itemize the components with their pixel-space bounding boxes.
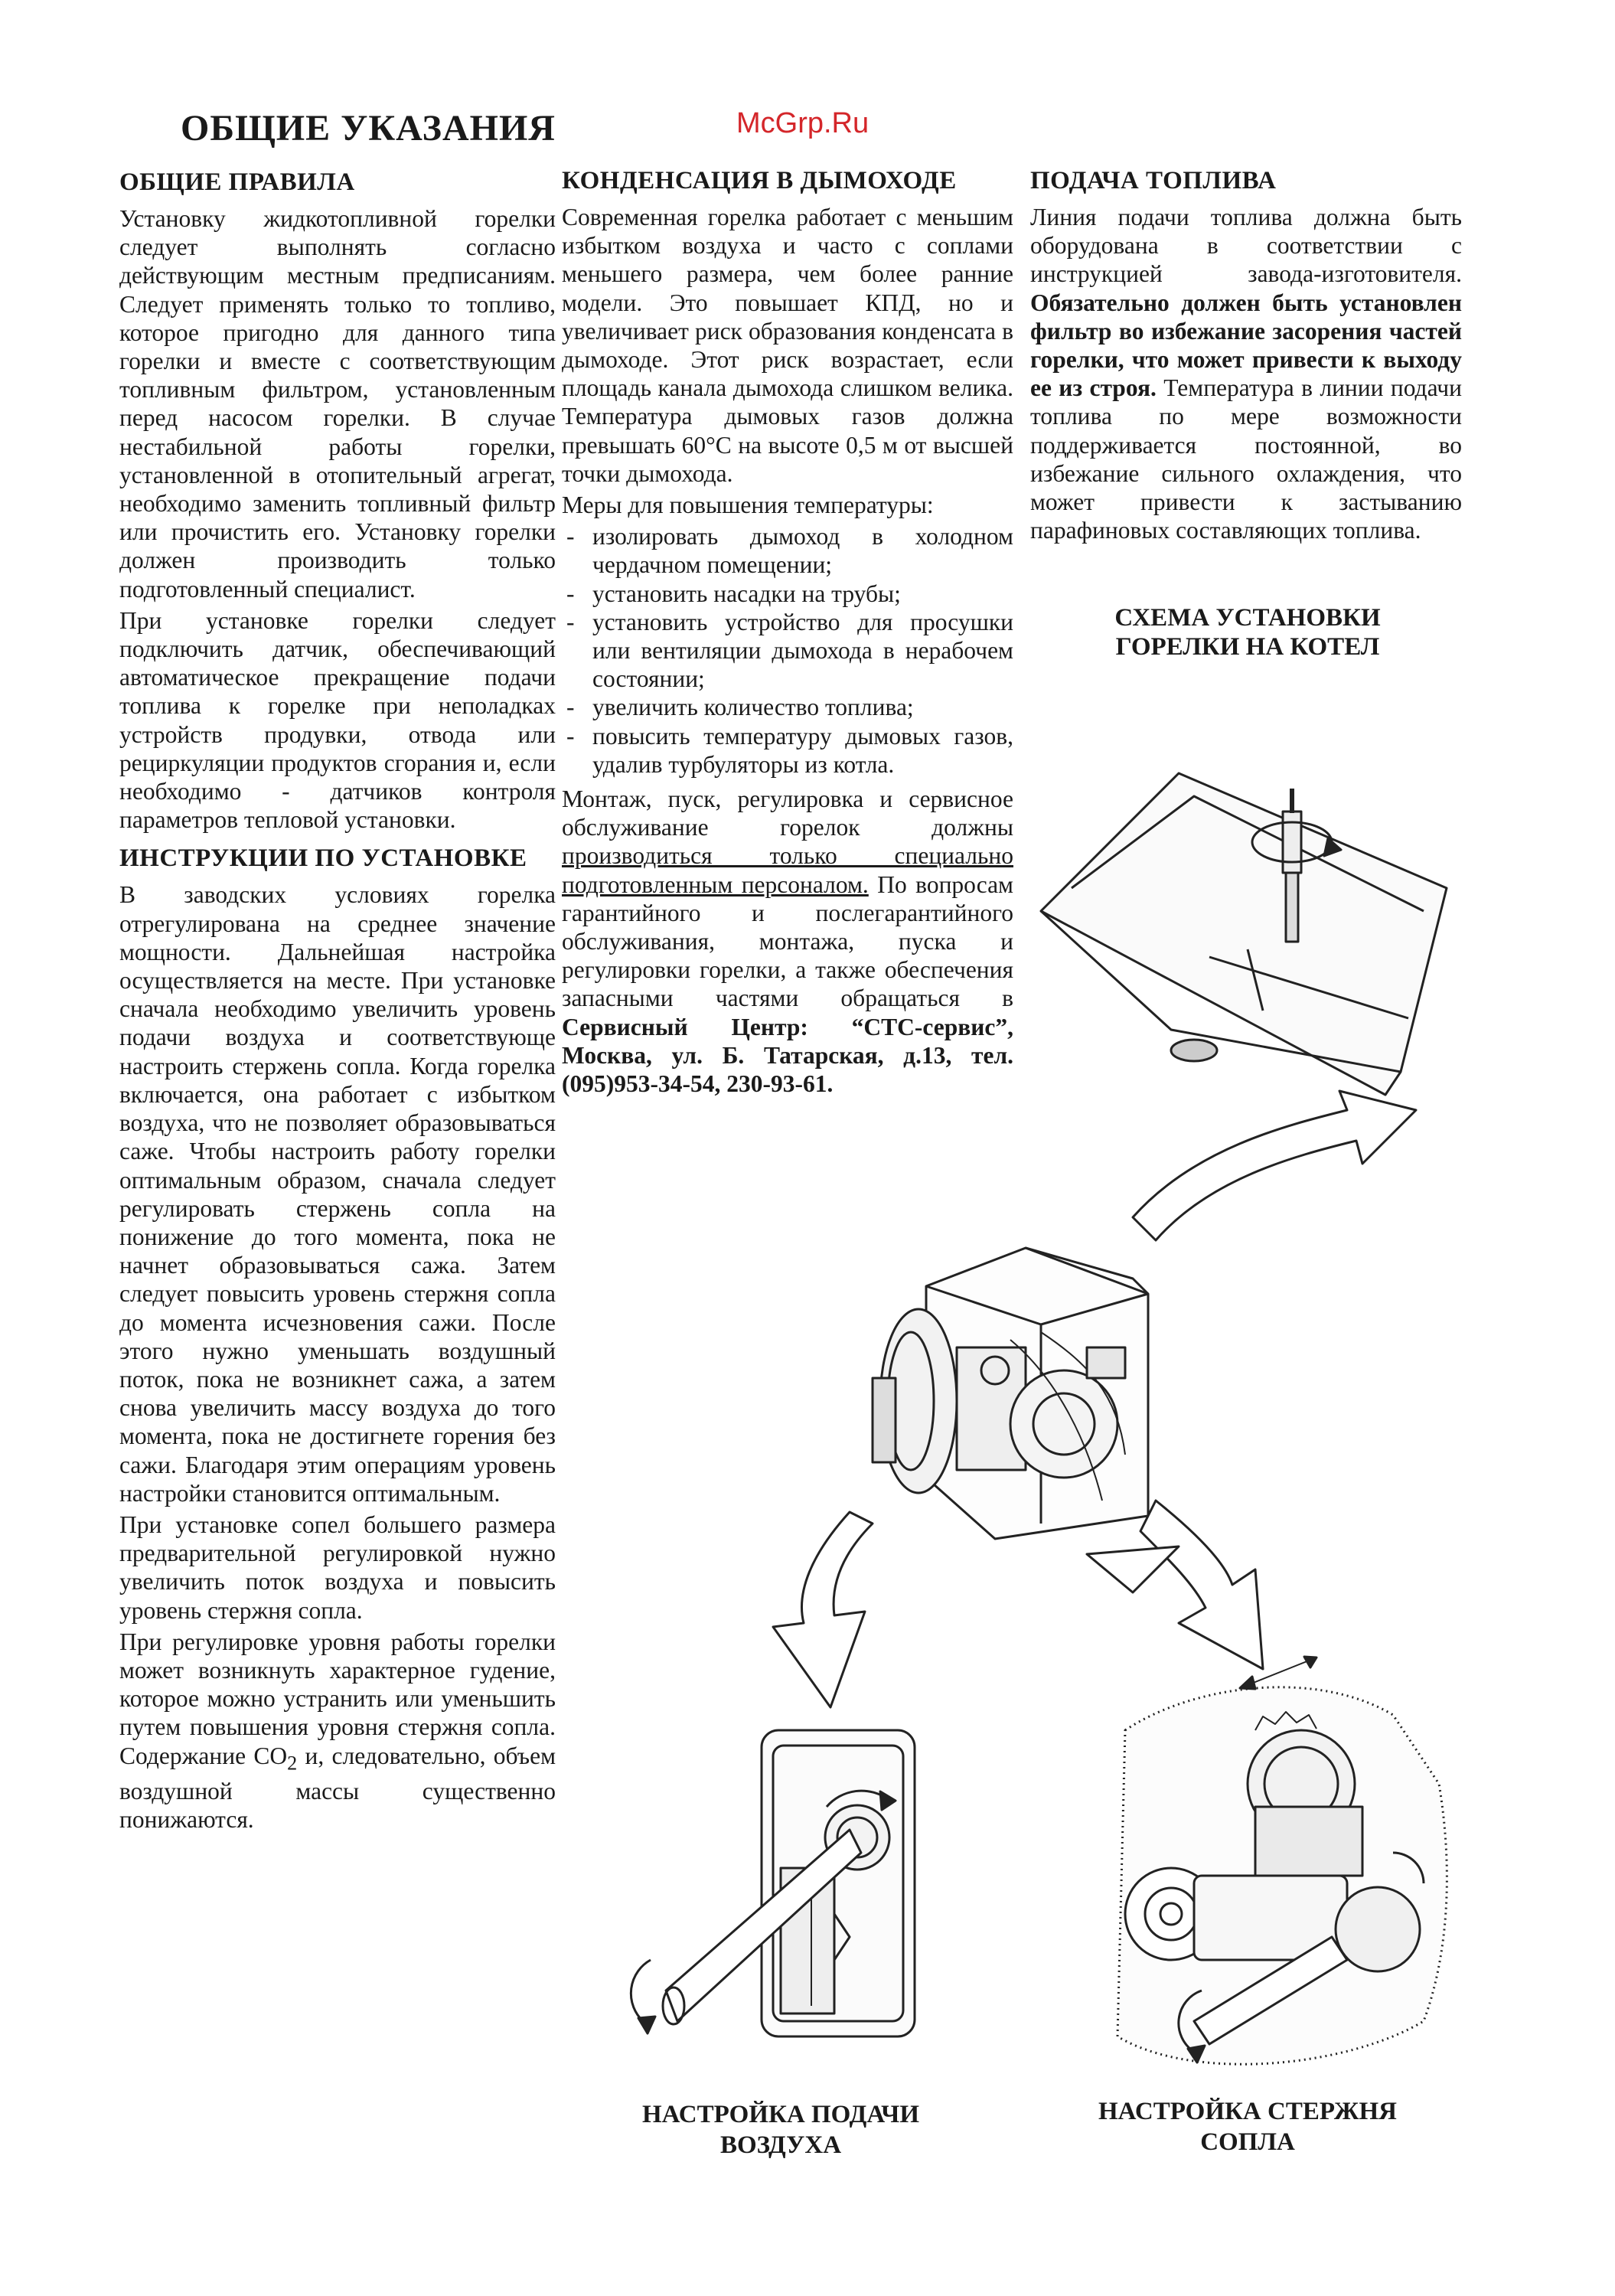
fuel-supply-text-start: Линия подачи топлива должна быть оборудована в соответствии с инструкцией завода-изготовителя. xyxy=(1030,204,1462,288)
service-text-middle: По вопросам гарантийного и послегарантийного обслуживания, монтажа, пуска и регулировки горелки, а также обеспечения запасными частями обращаться в xyxy=(562,870,1013,1012)
burner-illustration xyxy=(873,1248,1148,1539)
install-paragraph-2: При установке сопел большего размера предварительной регулировкой нужно увеличить поток воздуха и повысить уровень стержня сопла. xyxy=(119,1511,556,1624)
air-arrow xyxy=(773,1512,873,1707)
service-text-start: Монтаж, пуск, регулировка и сервисное обслуживание горелок должны xyxy=(562,785,1013,841)
install-paragraph-3-end: и, следовательно, объем воздушной массы существенно понижаются. xyxy=(119,1742,556,1834)
service-underlined-text: производиться только специально подготовленным персоналом. xyxy=(562,842,1013,898)
air-adjustment-illustration xyxy=(631,1730,915,2036)
install-instructions-heading: ИНСТРУКЦИИ ПО УСТАНОВКЕ xyxy=(119,844,527,873)
watermark-text: McGrp.Ru xyxy=(736,107,869,139)
boiler-plate-illustration xyxy=(1041,773,1447,1095)
nozzle-rod-caption: НАСТРОЙКА СТЕРЖНЯ СОПЛА xyxy=(1098,2098,1397,2156)
measure-item: - увеличить количество топлива; xyxy=(562,693,1013,721)
co2-subscript: 2 xyxy=(287,1751,298,1774)
fuel-supply-heading: ПОДАЧА ТОПЛИВА xyxy=(1030,167,1277,194)
install-paragraph-1: В заводских условиях горелка отрегулирована на среднее значение мощности. Дальнейшая настройка осуществляется на месте. При установке сначала необходимо увеличить уровень подачи воздуха и соответствующе настроить стержень сопла. Когда горелка включается, она работает с избытком воздуха, что не позволяет образовываться саже. Чтобы настроить работу горелки оптимальным образом, сначала следует регулировать стержень сопла на понижение до того момента, пока не начнет образовываться сажа. Затем следует повысить уровень стержня сопла до момента исчезновения сажи. После этого нужно уменьшать воздушный поток, пока не возникнет сажа, а затем снова увеличить массу воздуха до того момента, пока не достигнете горения без сажи. Благодаря этим операциям уровень настройки становится оптимальным. xyxy=(119,881,556,1507)
installation-scheme-title: СХЕМА УСТАНОВКИ ГОРЕЛКИ НА КОТЕЛ xyxy=(1114,604,1381,661)
page-title: ОБЩИЕ УКАЗАНИЯ xyxy=(181,108,556,149)
fuel-supply-text-end: Температура в линии подачи топлива по мере возможности поддерживается постоянной, во избежание сильного охлаждения, что может привести к застыванию парафиновых составляющих топлива. xyxy=(1030,374,1462,544)
install-paragraph-3-start: При регулировке уровня работы горелки может возникнуть характерное гудение, которое можно устранить или уменьшить путем повышения уровня стержня сопла. Содержание CO xyxy=(119,1628,556,1769)
measures-intro: Меры для повышения температуры: xyxy=(562,492,934,519)
measure-item: - установить насадки на трубы; xyxy=(562,580,1013,608)
service-center-contact: Сервисный Центр: “СТС-сервис”, Москва, ул. Б. Татарская, д.13, тел. (095)953-34-54, 230-93-61. xyxy=(562,1013,1013,1098)
fuel-filter-warning: Обязательно должен быть установлен фильтр во избежание засорения частей горелки, что может привести к выходу ее из строя. xyxy=(1030,289,1462,402)
condensation-paragraph: Современная горелка работает с меньшим избытком воздуха и часто с соплами меньшего размера, чем более ранние модели. Это повышает КПД, но и увеличивает риск образования конденсата в дымоходе. Этот риск возрастает, если площадь канала дымохода слишком велика. Температура дымовых газов должна превышать 60°С на высоте 0,5 м от высшей точки дымохода. xyxy=(562,204,1013,487)
nozzle-adjustment-illustration xyxy=(1117,1657,1447,2064)
measure-item: - установить устройство для просушки или вентиляции дымохода в нерабочем состоянии; xyxy=(562,608,1013,694)
general-rules-heading: ОБЩИЕ ПРАВИЛА xyxy=(119,168,355,196)
measure-item: - повысить температуру дымовых газов, удалив турбуляторы из котла. xyxy=(562,722,1013,779)
mount-arrow xyxy=(1133,1091,1416,1240)
general-rules-paragraph-1: Установку жидкотопливной горелки следует выполнять согласно действующим местным предписаниям. Следует применять только то топливо, которое пригодно для данного типа горелки и вместе с соответствующим топливным фильтром, установленным перед насосом горелки. В случае нестабильной работы горелки, установленной в отопительный агрегат, необходимо заменить топливный фильтр или прочистить его. Установку горелки должен производить только подготовленный специалист. xyxy=(119,205,556,603)
general-rules-paragraph-2: При установке горелки следует подключить датчик, обеспечивающий автоматическое прекращение подачи топлива к горелке при неполадках устройств продувки, отвода или рециркуляции продуктов сгорания и, если необходимо - датчиков контроля параметров тепловой установки. xyxy=(119,606,556,834)
measure-item: - изолировать дымоход в холодном чердачном помещении; xyxy=(562,522,1013,579)
nozzle-arrow xyxy=(1140,1501,1263,1669)
condensation-heading: КОНДЕНСАЦИЯ В ДЫМОХОДЕ xyxy=(562,167,957,194)
air-supply-caption: НАСТРОЙКА ПОДАЧИ ВОЗДУХА xyxy=(641,2101,920,2159)
